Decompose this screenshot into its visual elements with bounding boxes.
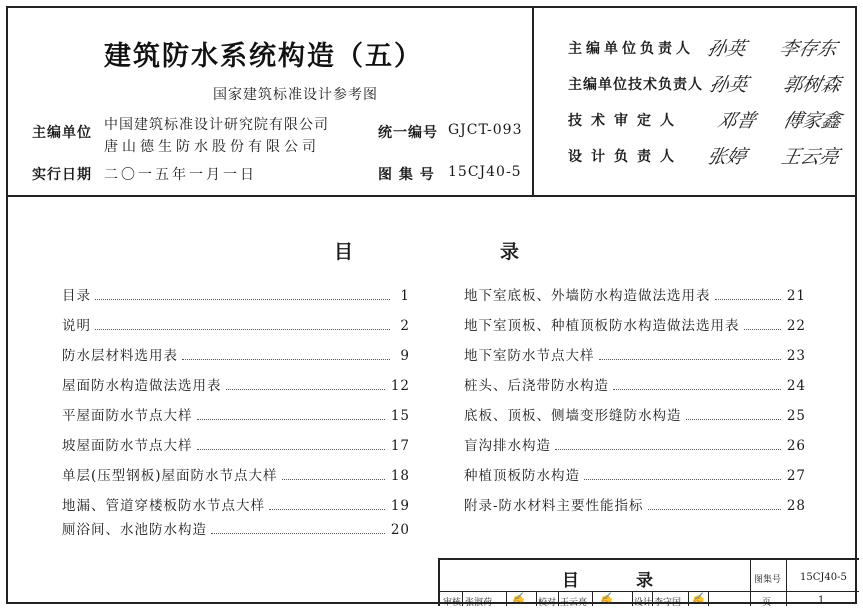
title-block-divider [632,591,633,606]
review-name: 张淑荷 [465,598,493,608]
page-title: 建筑防水系统构造（五） [104,41,423,72]
toc-item-page: 9 [400,348,410,364]
resp-label-3: 技术审定人 [568,113,683,129]
title-block-divider [506,591,507,606]
review-label: 审核 [443,598,462,608]
toc-item-title: 说明 [62,318,91,334]
toc-item-page: 1 [400,288,410,304]
dot-leader [744,329,781,330]
signature-3a: 邓普 [715,110,759,132]
title-block-name-left: 目 [562,571,579,591]
toc-item[interactable] [464,374,806,394]
dot-leader [555,449,781,450]
toc-item-page: 21 [786,288,806,304]
toc-item-page: 26 [786,438,806,454]
signature-3b: 傅家鑫 [781,110,844,132]
toc-item-page: 25 [786,408,806,424]
dot-leader [226,389,385,390]
drawing-frame [6,6,857,608]
title-block-divider [786,560,787,606]
toc-item[interactable] [464,494,806,514]
toc-item-page: 17 [390,438,410,454]
toc-item-page: 19 [390,498,410,514]
signature-4b: 王云亮 [779,146,842,168]
signature-1b: 李存东 [777,38,840,60]
toc-heading-right: 录 [500,241,520,263]
check-label: 校对 [538,598,557,608]
toc-item[interactable] [62,344,410,364]
signature-1a: 孙英 [705,38,749,60]
title-block-divider [558,591,559,606]
design-signature: ✍ [692,593,705,604]
title-block-row-rule [440,591,859,592]
title-block-divider [536,591,537,606]
toc-item-page: 27 [786,468,806,484]
dot-leader [211,533,385,534]
toc-item-page: 12 [390,378,410,394]
title-block [438,558,859,606]
check-name: 王云亮 [560,598,588,608]
unified-no: GJCT-093 [448,122,523,138]
toc-item-title: 地下室顶板、种植顶板防水构造做法选用表 [464,318,740,334]
header-bottom-rule [8,195,855,197]
title-block-name-right: 录 [636,571,653,591]
page-number: 1 [818,595,825,606]
toc-item-title: 单层(压型钢板)屋面防水节点大样 [62,468,278,484]
page-label: 页 [762,598,772,608]
signature-4a: 张婷 [705,146,749,168]
title-block-atlas-no: 15CJ40-5 [800,572,847,583]
title-block-divider [652,591,653,606]
dot-leader [715,299,781,300]
effective-date-label: 实行日期 [32,167,92,183]
toc-item-page: 22 [786,318,806,334]
toc-item-page: 15 [390,408,410,424]
signature-2b: 郭树森 [781,74,844,96]
atlas-no: 15CJ40-5 [448,164,522,180]
toc-item-page: 18 [390,468,410,484]
toc-item-title: 地下室防水节点大样 [464,348,595,364]
toc-item-page: 28 [786,498,806,514]
title-block-divider [750,560,751,606]
toc-item[interactable] [62,404,410,424]
editor-unit-1: 中国建筑标准设计研究院有限公司 [104,117,329,133]
toc-item[interactable] [464,344,806,364]
design-name: 李守国 [654,598,682,608]
toc-item[interactable] [464,434,806,454]
dot-leader [584,479,781,480]
atlas-no-label: 图 集 号 [378,167,435,183]
signature-2a: 孙英 [707,74,751,96]
effective-date: 二〇一五年一月一日 [104,167,257,183]
toc-item-page: 23 [786,348,806,364]
toc-item[interactable] [62,494,410,514]
toc-item-page: 24 [786,378,806,394]
dot-leader [686,419,781,420]
toc-item[interactable] [464,314,806,334]
dot-leader [197,419,385,420]
toc-item-title: 防水层材料选用表 [62,348,178,364]
toc-item-title: 屋面防水构造做法选用表 [62,378,222,394]
page-subtitle: 国家建筑标准设计参考图 [213,87,378,103]
toc-item[interactable] [62,314,410,334]
resp-label-1: 主编单位负责人 [568,41,694,57]
resp-label-2: 主编单位技术负责人 [568,77,703,93]
resp-label-4: 设计负责人 [568,149,683,165]
toc-item[interactable] [62,284,410,304]
toc-item[interactable] [464,284,806,304]
editor-unit-label: 主编单位 [32,125,92,141]
dot-leader [599,359,781,360]
dot-leader [95,299,390,300]
toc-item-title: 桩头、后浇带防水构造 [464,378,609,394]
dot-leader [269,509,385,510]
title-block-divider [688,591,689,606]
dot-leader [95,329,390,330]
toc-item[interactable] [62,434,410,454]
dot-leader [282,479,385,480]
header-divider [532,8,534,195]
unified-no-label: 统一编号 [378,125,438,141]
toc-heading-left: 目 [334,241,354,263]
title-block-divider [708,591,709,606]
toc-item-title: 盲沟排水构造 [464,438,551,454]
review-signature: ✍ [512,593,525,604]
check-signature: ✍ [600,593,613,604]
dot-leader [182,359,390,360]
toc-item[interactable] [62,518,410,538]
toc-item-title: 目录 [62,288,91,304]
design-label: 设计 [634,598,653,608]
toc-item[interactable] [464,464,806,484]
dot-leader [613,389,781,390]
toc-item-title: 底板、顶板、侧墙变形缝防水构造 [464,408,682,424]
dot-leader [648,509,781,510]
title-block-divider [592,591,593,606]
dot-leader [197,449,385,450]
toc-item-title: 种植顶板防水构造 [464,468,580,484]
toc-item-title: 地漏、管道穿楼板防水节点大样 [62,498,265,514]
toc-item-page: 2 [400,318,410,334]
toc-item-title: 平屋面防水节点大样 [62,408,193,424]
toc-item-title: 附录-防水材料主要性能指标 [464,498,644,514]
toc-item-title: 厕浴间、水池防水构造 [62,522,207,538]
toc-item-title: 地下室底板、外墙防水构造做法选用表 [464,288,711,304]
toc-item-page: 20 [390,522,410,538]
toc-item-title: 坡屋面防水节点大样 [62,438,193,454]
editor-unit-2: 唐山德生防水股份有限公司 [104,139,320,155]
title-block-divider [462,591,463,606]
title-block-atlas-label: 图集号 [754,575,782,585]
toc-item[interactable] [464,404,806,424]
toc-item[interactable] [62,374,410,394]
toc-item[interactable] [62,464,410,484]
